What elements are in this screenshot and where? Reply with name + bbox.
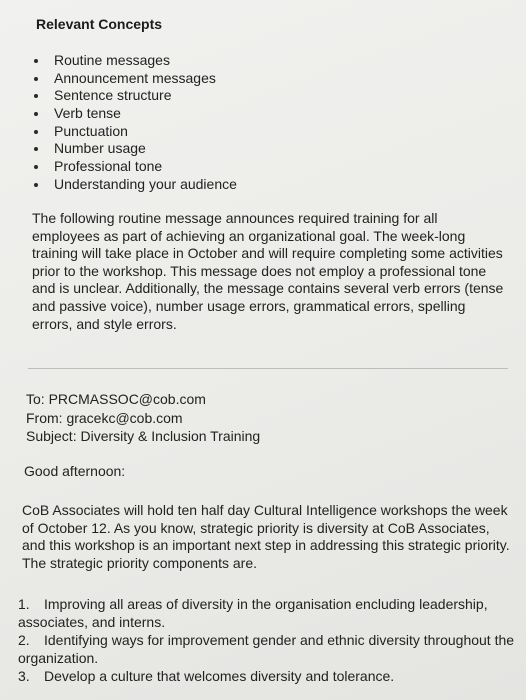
list-item — [34, 123, 237, 141]
list-item — [34, 52, 237, 70]
item-text: Develop a culture that welcomes diversity and tolerance. — [44, 668, 395, 684]
list-item — [34, 176, 237, 194]
bullet-icon — [34, 112, 38, 116]
list-item — [34, 87, 237, 105]
email-greeting: Good afternoon: — [24, 463, 126, 479]
divider — [28, 368, 508, 369]
bullet-icon — [34, 183, 38, 187]
list-item — [34, 105, 237, 123]
list-item — [34, 140, 237, 158]
concept-label: Professional tone — [54, 158, 163, 175]
concept-label: Understanding your audience — [54, 175, 237, 192]
bullet-icon — [34, 59, 38, 63]
bullet-icon — [34, 94, 38, 98]
concept-label: Announcement messages — [54, 69, 216, 86]
item-text: Improving all areas of diversity in the organisation encluding leadership, associates, and interns. — [18, 596, 488, 630]
concept-label: Number usage — [54, 140, 146, 157]
priority-components-list — [18, 596, 518, 687]
list-item — [34, 158, 237, 176]
list-item — [34, 70, 237, 88]
concept-label: Routine messages — [54, 52, 170, 68]
list-item — [18, 632, 518, 667]
item-number: 1. — [18, 596, 30, 612]
bullet-icon — [34, 130, 38, 134]
intro-paragraph: The following routine message announces required training for all employees as part of achieving an organizational goal. The week-long training will take place in October and will require completing some activities prior to the workshop. This message does not employ a professional tone and is unclear. Additionally, the message contains several verb errors (tense and passive voice), number usage errors, grammatical errors, spelling errors, and style errors. — [32, 210, 504, 332]
concept-label: Verb tense — [54, 105, 121, 122]
list-item — [18, 596, 518, 631]
bullet-icon — [34, 147, 38, 151]
concept-label: Sentence structure — [54, 87, 172, 104]
email-subject: Subject: Diversity & Inclusion Training — [26, 428, 261, 444]
bullet-icon — [34, 165, 38, 169]
item-number: 3. — [18, 668, 30, 684]
email-header — [26, 390, 260, 446]
concepts-list — [34, 52, 237, 194]
item-number: 2. — [18, 632, 30, 648]
item-text: Identifying ways for improvement gender and ethnic diversity throughout the organization. — [18, 632, 515, 666]
section-heading: Relevant Concepts — [36, 16, 163, 32]
list-item — [18, 668, 518, 686]
bullet-icon — [34, 77, 38, 81]
email-to: To: PRCMASSOC@cob.com — [26, 391, 206, 407]
email-from: From: gracekc@cob.com — [26, 409, 183, 426]
concept-label: Punctuation — [54, 122, 128, 139]
email-body: CoB Associates will hold ten half day Cultural Intelligence workshops the week of October 12. As you know, strategic priority is diversity at CoB Associates, and this workshop is an important next step in addressing this strategic priority. The strategic priority components are. — [22, 502, 510, 571]
